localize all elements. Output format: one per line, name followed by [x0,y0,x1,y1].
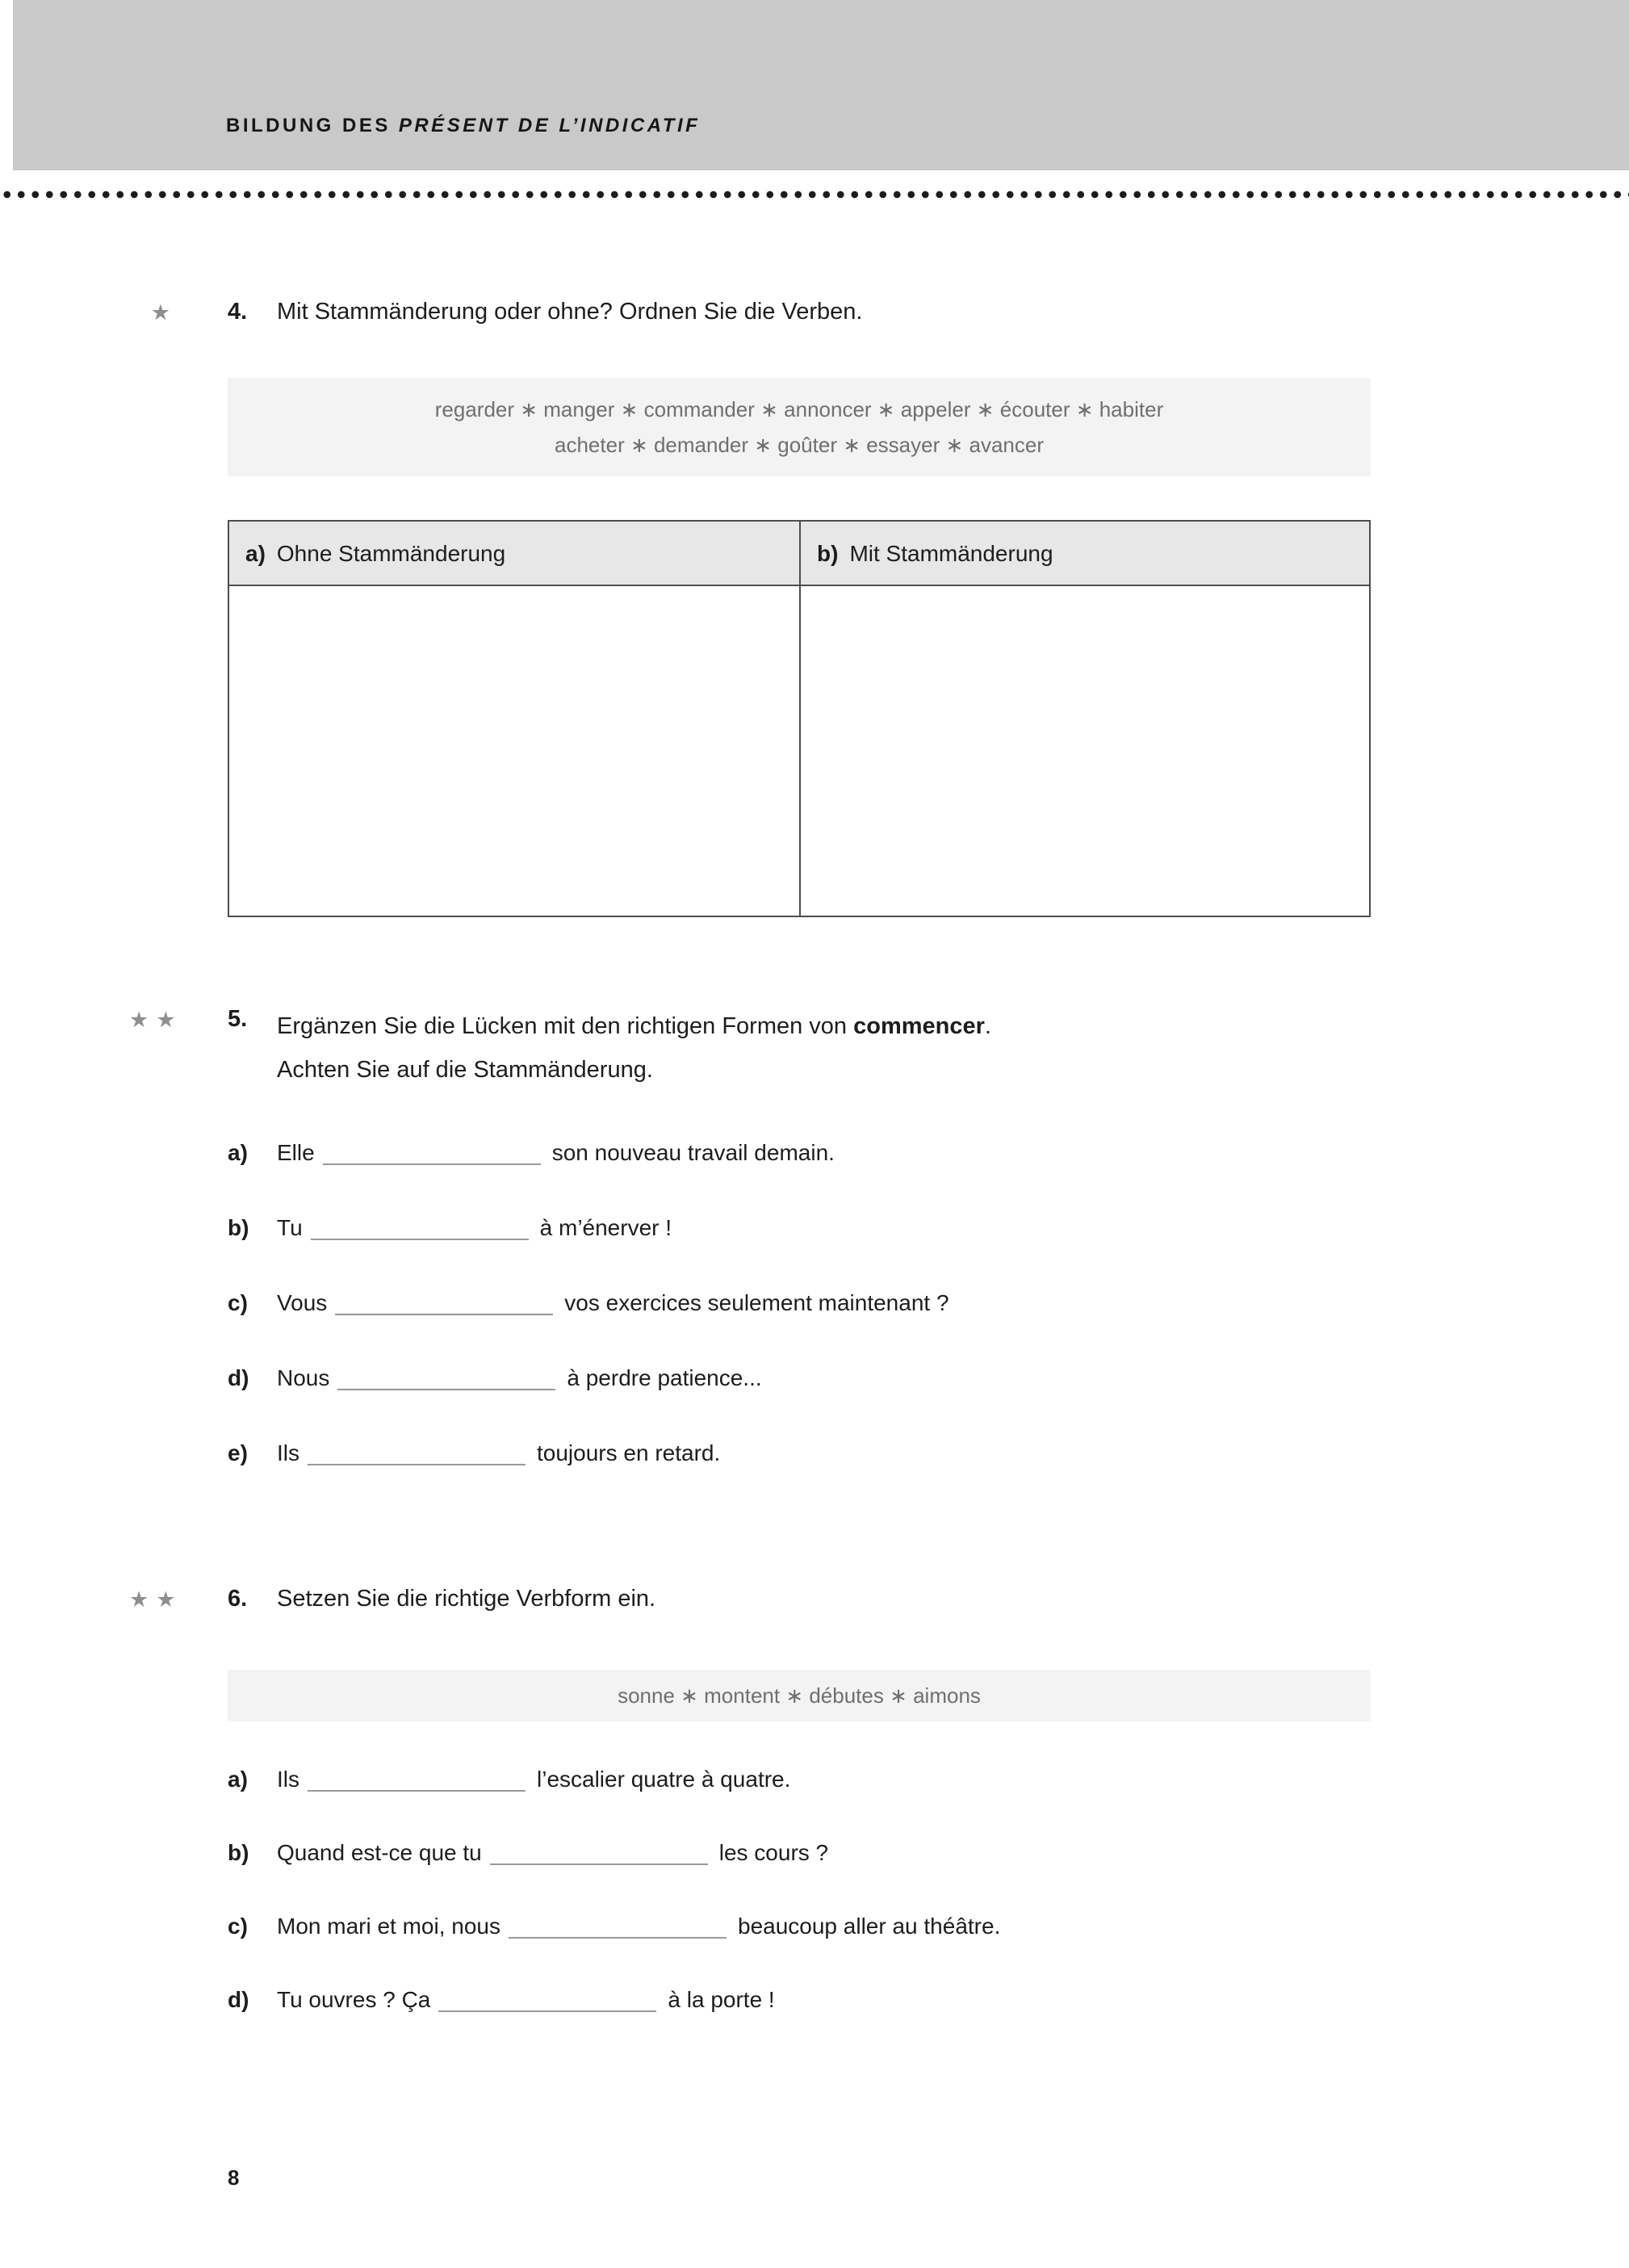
sorting-table-header-b-title: Mit Stammänderung [849,541,1053,566]
item-pre-text: Nous [277,1365,330,1390]
item-pre-text: Quand est-ce que tu [277,1840,482,1865]
item-pre-text: Ils [277,1440,299,1465]
exercise-5-number: 5. [228,1006,248,1032]
fill-in-item [228,1985,1597,2014]
sorting-table-header-row [229,522,1369,586]
exercise-4-title: Mit Stammänderung oder ohne? Ordnen Sie die Verben. [277,299,863,325]
write-in-blank [337,1386,555,1390]
sorting-table-write-area-a [229,586,799,916]
difficulty-stars-ex5: ★★ [129,1008,183,1032]
page-header-title [226,115,700,137]
exercise-5-header [129,1004,1581,1092]
item-label: c) [228,1290,248,1315]
write-in-blank [308,1461,526,1465]
item-post-text: son nouveau travail demain. [551,1140,835,1165]
write-in-blank [311,1235,529,1240]
exercise-4-header [129,297,1581,327]
page-header-band [13,0,1629,170]
exercise-5-title-verb: commencer [853,1013,985,1039]
sorting-table [228,520,1371,917]
item-pre-text: Vous [277,1290,328,1315]
exercise-5-title-line2: Achten Sie auf die Stammänderung. [277,1057,653,1083]
word-bank-ex4-line1: regarder ∗ manger ∗ commander ∗ annoncer ∗ appeler ∗ écouter ∗ habiter [434,397,1164,421]
sorting-table-header-a-label: a) [245,541,266,566]
exercise-6-items [228,1765,1597,2059]
write-in-blank [438,2007,656,2012]
fill-in-item [228,1289,1597,1318]
sorting-table-header-b-label: b) [817,541,839,566]
exercise-5-title-post: . [984,1013,991,1039]
write-in-blank [335,1310,553,1315]
exercise-5-title-line1 [277,1004,1581,1048]
item-label: a) [228,1767,248,1792]
word-bank-ex4 [228,378,1371,476]
fill-in-item [228,1138,1597,1168]
item-post-text: à perdre patience... [567,1365,762,1390]
item-post-text: l’escalier quatre à quatre. [537,1767,791,1792]
sorting-table-header-b [799,522,1369,586]
sorting-table-header-a [229,522,799,586]
write-in-blank [509,1934,727,1939]
fill-in-item [228,1838,1597,1868]
fill-in-item [228,1364,1597,1393]
exercise-6-number: 6. [228,1586,248,1612]
sorting-table-body-row [229,586,1369,916]
header-topic: BILDUNG DES [226,115,391,136]
fill-in-item [228,1765,1597,1794]
write-in-blank [308,1787,526,1792]
item-pre-text: Tu ouvres ? Ça [277,1987,431,2012]
page-number: 8 [228,2165,240,2190]
item-post-text: à la porte ! [668,1987,775,2012]
item-pre-text: Tu [277,1215,303,1240]
write-in-blank [490,1860,708,1865]
write-in-blank [323,1160,541,1165]
item-label: e) [228,1440,248,1465]
item-label: d) [228,1987,249,2012]
word-bank-ex4-line2: acheter ∗ demander ∗ goûter ∗ essayer ∗ avancer [555,433,1044,457]
item-post-text: toujours en retard. [537,1440,721,1465]
difficulty-stars-ex6: ★★ [129,1587,183,1612]
exercise-6-title: Setzen Sie die richtige Verbform ein. [277,1586,656,1612]
exercise-5-items [228,1138,1597,1514]
item-label: a) [228,1140,248,1165]
dotted-divider [0,191,1629,199]
item-label: b) [228,1215,249,1240]
item-post-text: vos exercices seulement maintenant ? [564,1290,949,1315]
exercise-5-title [277,1004,1581,1092]
fill-in-item [228,1214,1597,1243]
word-bank-ex6-line1: sonne ∗ montent ∗ débutes ∗ aimons [618,1683,981,1708]
item-pre-text: Elle [277,1140,315,1165]
item-post-text: à m’énerver ! [539,1215,672,1240]
item-label: c) [228,1914,248,1939]
sorting-table-write-area-b [799,586,1369,916]
item-post-text: beaucoup aller au théâtre. [738,1914,1001,1939]
sorting-table-header-a-title: Ohne Stammänderung [276,541,506,566]
difficulty-stars-ex4: ★ [150,300,178,325]
item-label: d) [228,1365,249,1390]
fill-in-item [228,1912,1597,1941]
word-bank-ex6 [228,1670,1371,1721]
item-pre-text: Mon mari et moi, nous [277,1914,500,1939]
exercise-4-number: 4. [228,299,248,325]
item-label: b) [228,1840,249,1865]
fill-in-item [228,1439,1597,1468]
exercise-6-header [129,1584,1581,1614]
item-pre-text: Ils [277,1767,299,1792]
item-post-text: les cours ? [718,1840,829,1865]
header-topic-italic: PRÉSENT DE L’INDICATIF [398,115,701,136]
exercise-5-title-pre: Ergänzen Sie die Lücken mit den richtigen Formen von [277,1013,854,1039]
